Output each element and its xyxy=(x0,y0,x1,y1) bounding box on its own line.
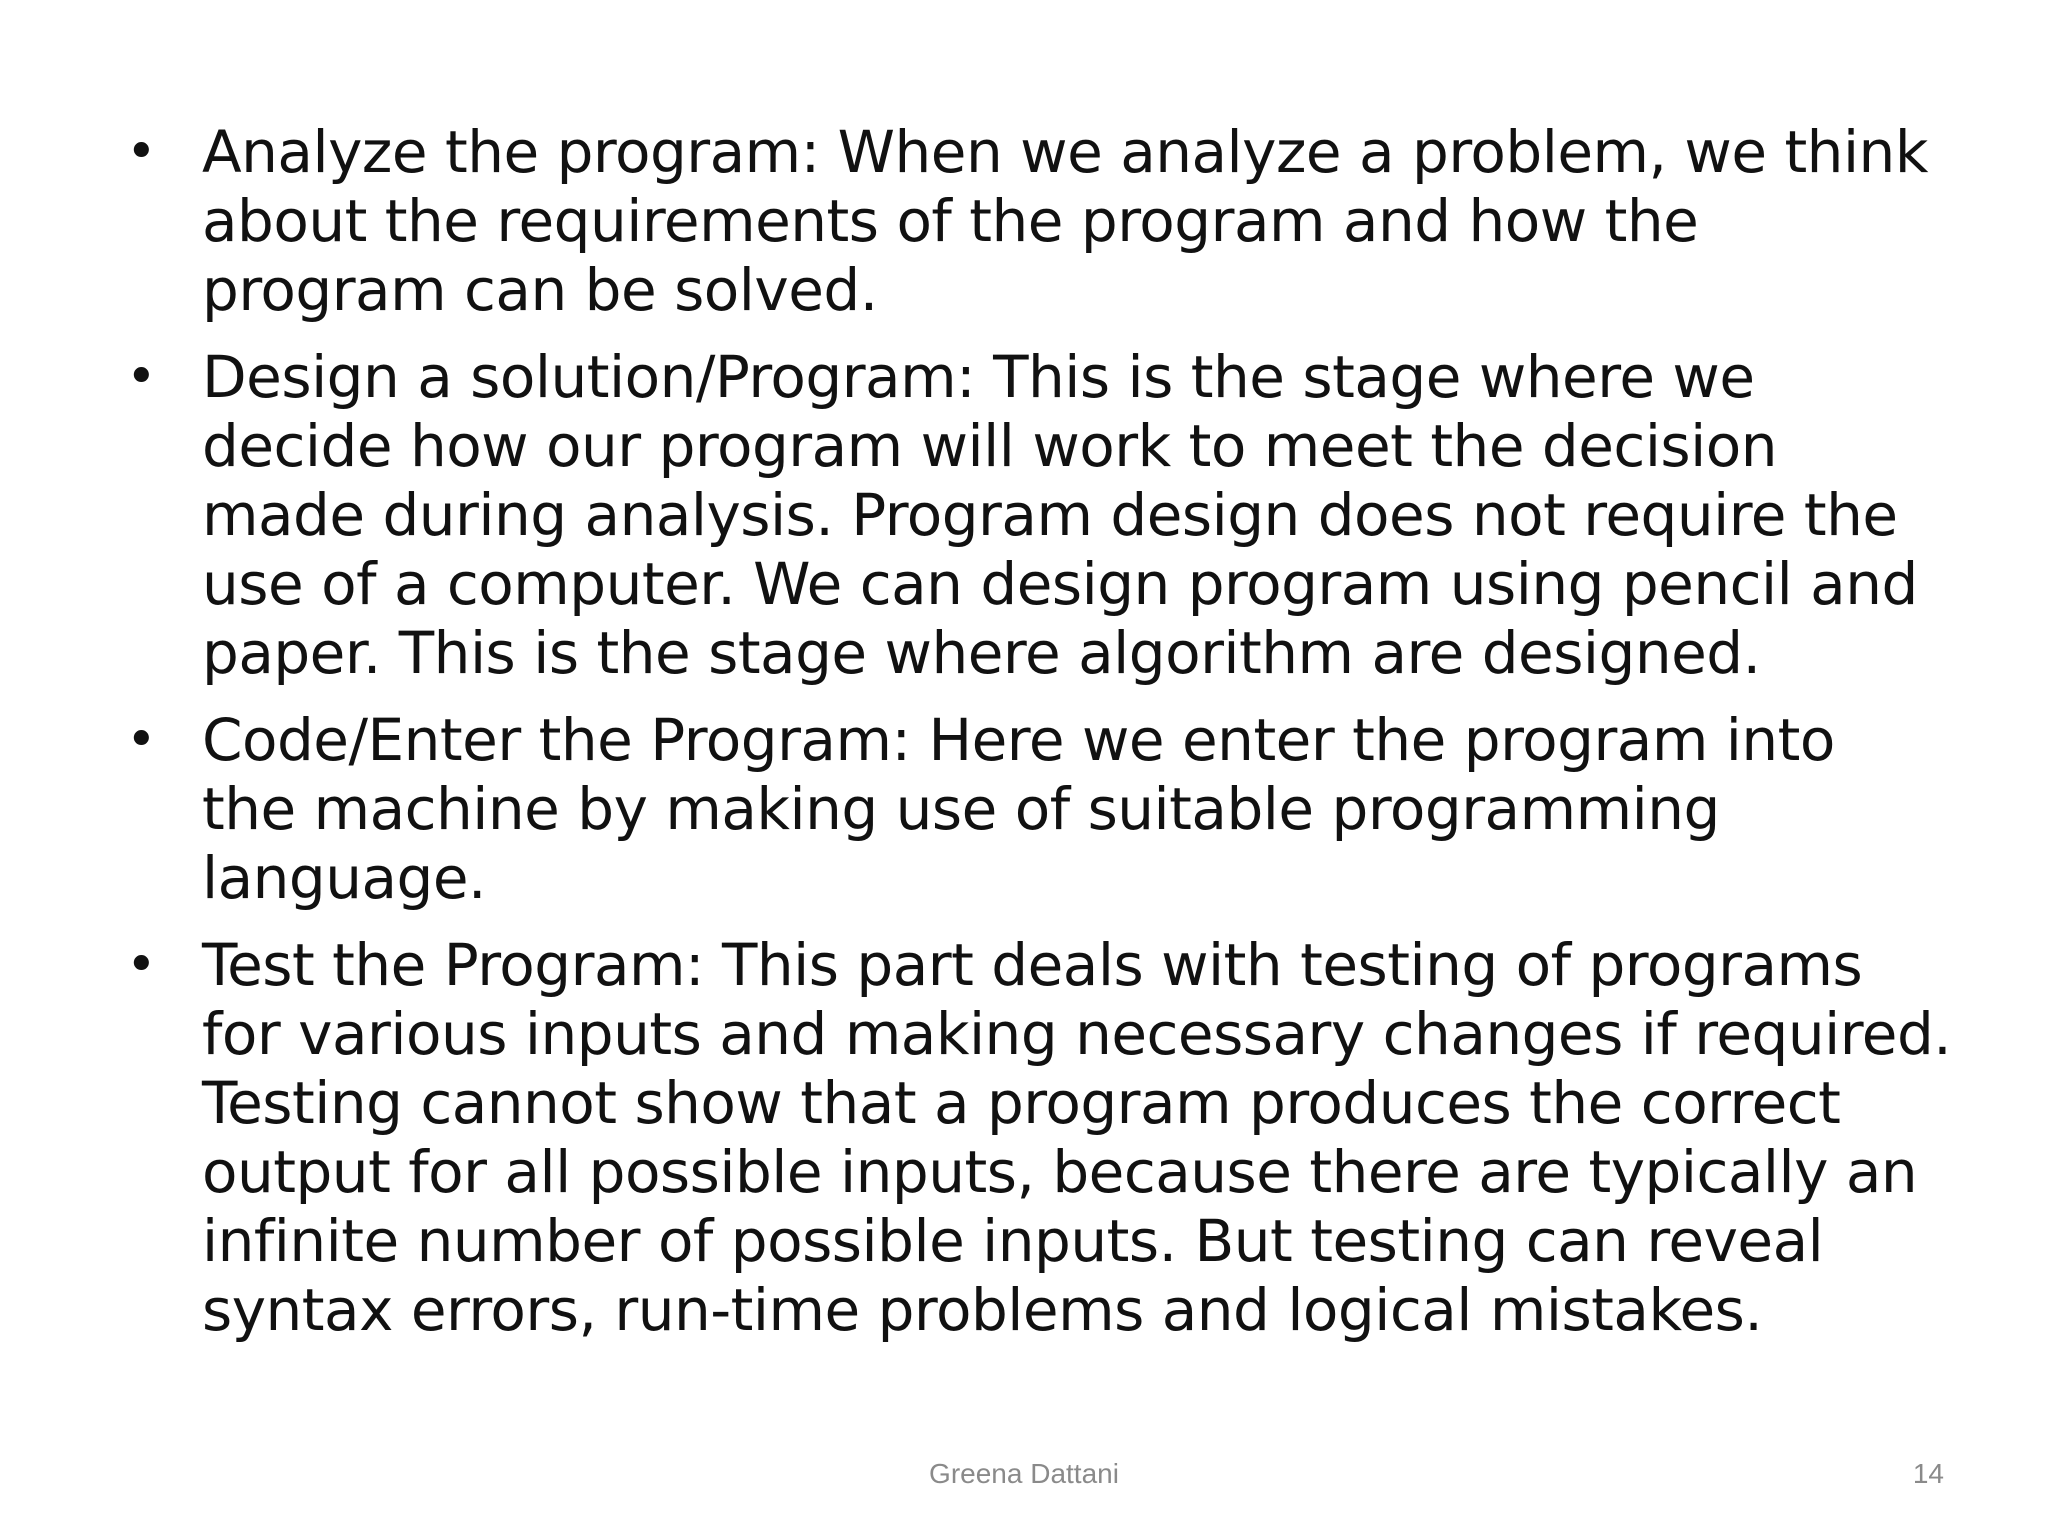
bullet-text-line: Design a solution/Program: This is the stage where we xyxy=(202,343,1755,411)
bullet-text-line: program can be solved. xyxy=(202,256,878,324)
bullet-text-line: decide how our program will work to meet the decision xyxy=(202,412,1778,480)
bullet-list xyxy=(120,118,1980,1363)
bullet-text-line: output for all possible inputs, because there are typically an xyxy=(202,1138,1918,1206)
bullet-text-line: made during analysis. Program design does not require the xyxy=(202,481,1898,549)
bullet-text-line: Test the Program: This part deals with testing of programs xyxy=(202,931,1863,999)
bullet-text-line: language. xyxy=(202,844,486,912)
bullet-text-line: paper. This is the stage where algorithm are designed. xyxy=(202,619,1761,687)
bullet-text-line: infinite number of possible inputs. But testing can reveal xyxy=(202,1207,1824,1275)
bullet-dot-icon: • xyxy=(126,935,157,995)
bullet-text-line: about the requirements of the program and how the xyxy=(202,187,1699,255)
bullet-text-line: the machine by making use of suitable programming xyxy=(202,775,1720,843)
bullet-text-line: syntax errors, run-time problems and logical mistakes. xyxy=(202,1276,1763,1344)
bullet-text-line: Testing cannot show that a program produces the correct xyxy=(202,1069,1841,1137)
bullet-text-line: for various inputs and making necessary changes if required. xyxy=(202,1000,1952,1068)
bullet-text-line: Analyze the program: When we analyze a problem, we think xyxy=(202,118,1928,186)
bullet-design xyxy=(120,343,1980,688)
bullet-analyze xyxy=(120,118,1980,325)
footer-author: Greena Dattani xyxy=(929,1458,1119,1489)
bullet-text-line: Code/Enter the Program: Here we enter the program into xyxy=(202,706,1835,774)
bullet-test xyxy=(120,931,1980,1345)
bullet-dot-icon: • xyxy=(126,710,157,770)
bullet-text-line: use of a computer. We can design program using pencil and xyxy=(202,550,1918,618)
bullet-dot-icon: • xyxy=(126,122,157,182)
page-number: 14 xyxy=(1912,1458,1944,1489)
bullet-dot-icon: • xyxy=(126,347,157,407)
bullet-code xyxy=(120,706,1980,913)
